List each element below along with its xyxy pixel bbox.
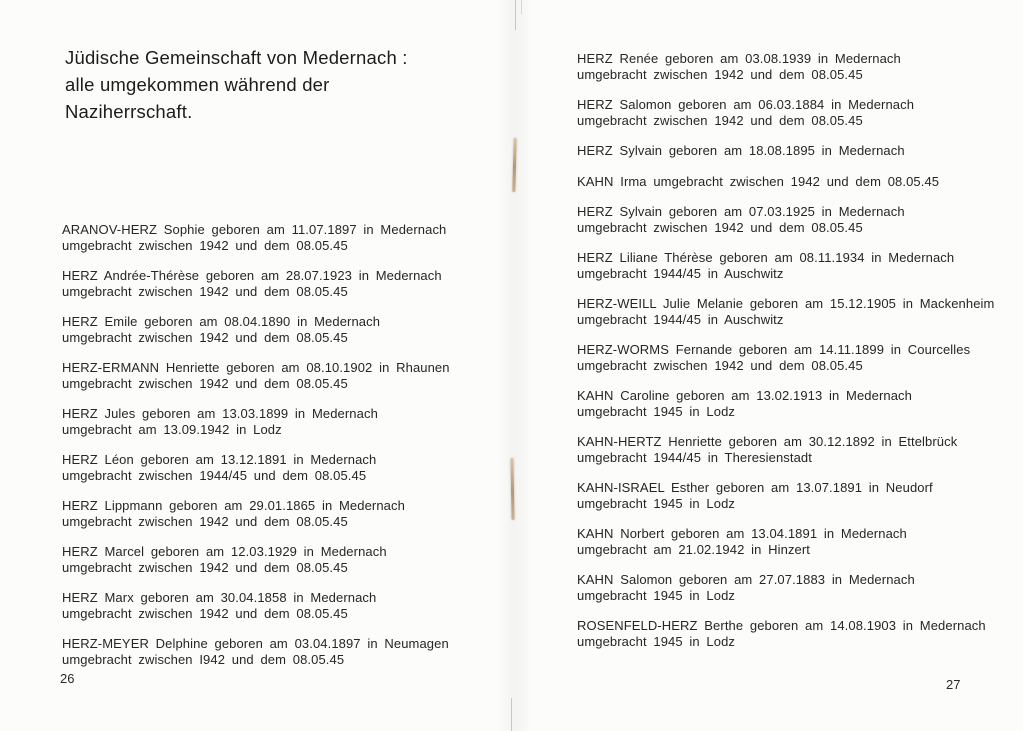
victim-entry [577, 526, 1007, 557]
victim-entry [577, 174, 1007, 190]
victim-list-left [62, 222, 507, 682]
victim-entry-line: ARANOV-HERZ Sophie geboren am 11.07.1897 in Medernach [62, 222, 447, 237]
victim-entry [62, 498, 507, 529]
victim-entry-line: umgebracht 1944/45 in Auschwitz [577, 311, 784, 327]
victim-entry [577, 97, 1007, 128]
victim-entry-line: HERZ Renée geboren am 03.08.1939 in Medernach [577, 51, 901, 66]
victim-entry-line: HERZ Léon geboren am 13.12.1891 in Medernach [62, 452, 377, 467]
victim-entry [577, 618, 1007, 649]
victim-entry-line: umgebracht 1944/45 in Auschwitz [577, 265, 784, 281]
victim-entry-line: KAHN Norbert geboren am 13.04.1891 in Medernach [577, 526, 907, 541]
victim-entry-line: umgebracht zwischen 1942 und dem 08.05.45 [62, 559, 348, 575]
victim-entry-line: umgebracht 1945 in Lodz [577, 403, 736, 419]
victim-entry [577, 250, 1007, 281]
victim-entry-line: HERZ Marcel geboren am 12.03.1929 in Medernach [62, 544, 387, 559]
binding-stitch-icon [512, 138, 516, 192]
victim-entry-line: umgebracht zwischen 1944/45 und dem 08.05.45 [62, 467, 367, 483]
victim-entry [577, 51, 1007, 82]
victim-entry-line: umgebracht zwischen 1942 und dem 08.05.45 [62, 513, 348, 529]
page-title-line: Jüdische Gemeinschaft von Medernach : [65, 47, 408, 68]
victim-entry-line: HERZ-WEILL Julie Melanie geboren am 15.12.1905 in Mackenheim [577, 296, 995, 311]
victim-entry-line: HERZ-MEYER Delphine geboren am 03.04.1897 in Neumagen [62, 636, 449, 651]
victim-entry-line: HERZ-WORMS Fernande geboren am 14.11.1899 in Courcelles [577, 342, 971, 357]
victim-entry [62, 590, 507, 621]
victim-entry-line: HERZ Emile geboren am 08.04.1890 in Medernach [62, 314, 381, 329]
page-title-line: alle umgekommen während der [65, 74, 330, 95]
victim-entry [62, 314, 507, 345]
page-edge-line-top [515, 0, 516, 30]
victim-entry-line: umgebracht 1945 in Lodz [577, 495, 736, 511]
victim-entry [577, 434, 1007, 465]
victim-entry-line: umgebracht zwischen 1942 und dem 08.05.45 [577, 112, 863, 128]
victim-entry-line: umgebracht 1944/45 in Theresienstadt [577, 449, 812, 465]
victim-entry [577, 572, 1007, 603]
victim-entry-line: HERZ Marx geboren am 30.04.1858 in Medernach [62, 590, 377, 605]
victim-entry [62, 452, 507, 483]
victim-entry [62, 268, 507, 299]
victim-entry-line: umgebracht 1945 in Lodz [577, 587, 736, 603]
victim-entry [577, 480, 1007, 511]
victim-entry-line: umgebracht zwischen 1942 und dem 08.05.45 [62, 375, 348, 391]
victim-entry-line: umgebracht 1945 in Lodz [577, 633, 736, 649]
victim-entry [62, 636, 507, 667]
victim-entry-line: HERZ Andrée-Thérèse geboren am 28.07.1923 in Medernach [62, 268, 442, 283]
victim-entry-line: umgebracht am 21.02.1942 in Hinzert [577, 541, 811, 557]
victim-entry-line: KAHN Irma umgebracht zwischen 1942 und dem 08.05.45 [577, 173, 940, 189]
victim-entry-line: HERZ Lippmann geboren am 29.01.1865 in Medernach [62, 498, 405, 513]
page-title-line: Naziherrschaft. [65, 101, 193, 122]
victim-entry [62, 360, 507, 391]
page-number-left: 26 [60, 671, 75, 686]
page-number-right: 27 [946, 677, 961, 692]
victim-entry-line: HERZ-ERMANN Henriette geboren am 08.10.1902 in Rhaunen [62, 360, 450, 375]
victim-entry-line: HERZ Sylvain geboren am 07.03.1925 in Medernach [577, 204, 905, 219]
victim-entry [62, 544, 507, 575]
victim-entry-line: umgebracht zwischen 1942 und dem 08.05.45 [62, 283, 348, 299]
victim-entry-line: KAHN-ISRAEL Esther geboren am 13.07.1891 in Neudorf [577, 480, 933, 495]
victim-entry-line: umgebracht zwischen 1942 und dem 08.05.45 [577, 357, 863, 373]
victim-entry-line: HERZ Jules geboren am 13.03.1899 in Medernach [62, 406, 378, 421]
victim-entry [577, 296, 1007, 327]
victim-entry [577, 388, 1007, 419]
victim-entry-line: KAHN Caroline geboren am 13.02.1913 in Medernach [577, 388, 912, 403]
victim-entry [577, 143, 1007, 159]
victim-entry-line: HERZ Salomon geboren am 06.03.1884 in Medernach [577, 97, 915, 112]
victim-entry-line: HERZ Sylvain geboren am 18.08.1895 in Medernach [577, 143, 905, 158]
page-title [65, 44, 408, 125]
victim-entry-line: umgebracht zwischen I942 und dem 08.05.45 [62, 651, 345, 667]
page-edge-line-bottom [511, 698, 512, 731]
victim-entry-line: umgebracht zwischen 1942 und dem 08.05.45 [62, 329, 348, 345]
victim-entry-line: ROSENFELD-HERZ Berthe geboren am 14.08.1903 in Medernach [577, 618, 986, 633]
victim-entry-line: KAHN-HERTZ Henriette geboren am 30.12.1892 in Ettelbrück [577, 434, 958, 449]
victim-entry-line: umgebracht am 13.09.1942 in Lodz [62, 421, 282, 437]
victim-entry-line: umgebracht zwischen 1942 und dem 08.05.45 [577, 66, 863, 82]
victim-entry-line: umgebracht zwischen 1942 und dem 08.05.45 [577, 219, 863, 235]
victim-entry [577, 204, 1007, 235]
victim-entry-line: KAHN Salomon geboren am 27.07.1883 in Medernach [577, 572, 915, 587]
victim-entry-line: umgebracht zwischen 1942 und dem 08.05.45 [62, 605, 348, 621]
victim-entry [62, 222, 507, 253]
binding-stitch-icon [510, 458, 514, 520]
victim-entry [62, 406, 507, 437]
victim-entry [577, 342, 1007, 373]
victim-entry-line: umgebracht zwischen 1942 und dem 08.05.45 [62, 237, 348, 253]
page-edge-line-top-secondary [521, 0, 522, 14]
victim-list-right [577, 51, 1007, 664]
victim-entry-line: HERZ Liliane Thérèse geboren am 08.11.1934 in Medernach [577, 250, 955, 265]
